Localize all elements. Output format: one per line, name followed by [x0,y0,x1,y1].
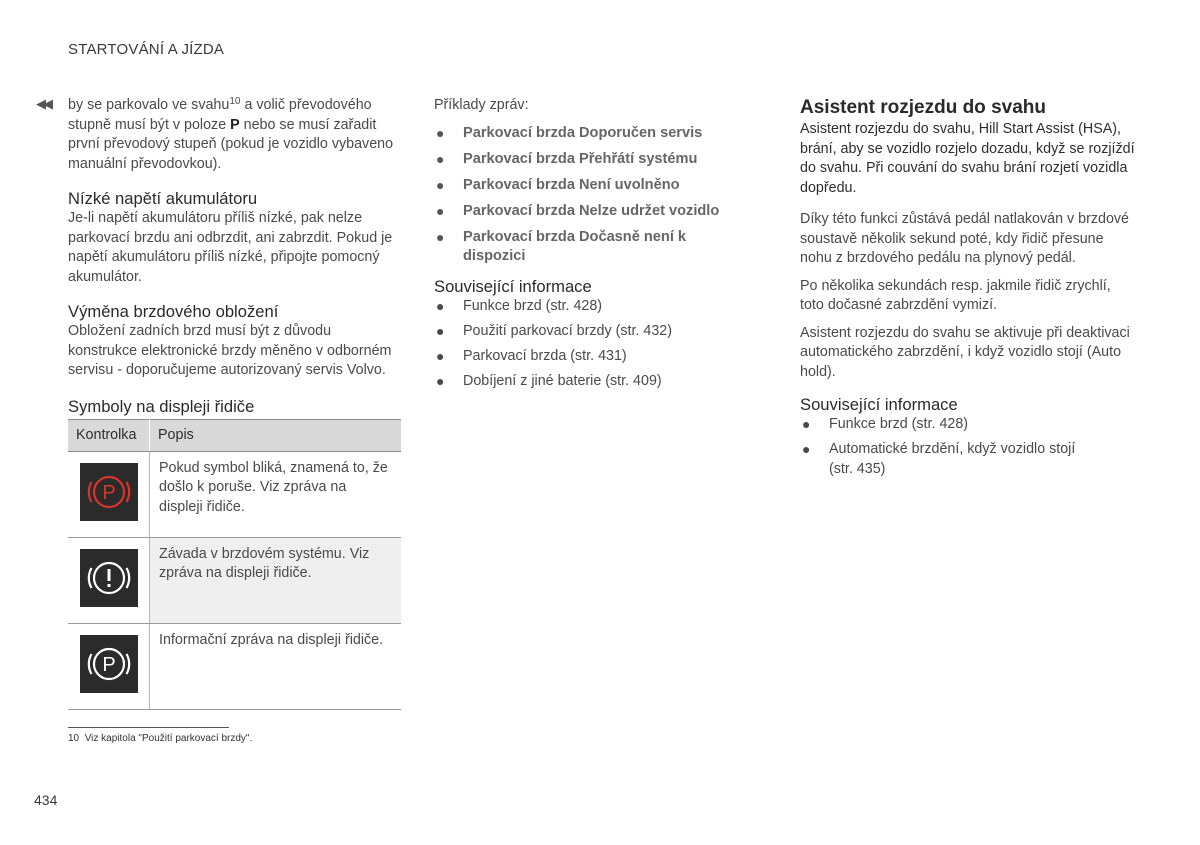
bullet-icon: ● [436,322,445,339]
description-cell: Informační zpráva na displeji řidiče. [150,623,402,709]
message-list [434,124,754,267]
related-link[interactable] [800,440,1099,479]
list-item [434,124,754,144]
footnote-text: Viz kapitola "Použití parkovací brzdy". [84,733,253,744]
brake-pads-text: Obložení zadních brzd musí být z důvodu konstrukce elektronické brzdy měněno v odborném servisu - doporučujeme autorizovaný servis Volvo. [68,323,392,378]
intro-paragraph [68,96,398,174]
related-link[interactable] [434,347,754,367]
low-voltage-heading: Nízké napětí akumulátoru [68,189,258,208]
symbols-table [68,419,401,710]
column-middle [434,96,754,397]
indicator-cell [68,451,150,537]
bullet-icon: ● [436,150,445,167]
related-link[interactable] [434,372,754,392]
svg-text:P: P [102,653,116,676]
bullet-icon: ● [436,372,445,389]
related-list [800,415,1135,479]
related-list [434,297,754,392]
related-link[interactable] [434,322,754,342]
related-heading: Související informace [434,276,592,296]
bullet-icon: ● [436,176,445,193]
description-cell: Závada v brzdovém systému. Viz zpráva na displeji řidiče. [150,537,402,623]
list-item [434,176,754,196]
bullet-icon: ● [802,441,811,457]
hsa-paragraph: Díky této funkci zůstává pedál natlakován v brzdové soustavě několik sekund poté, kdy řidič přesune nohu z brzdového pedálu na plynový pedál. [800,211,1130,266]
page-number: 434 [34,792,58,808]
bullet-icon: ● [436,202,445,219]
bullet-icon: ● [436,228,445,245]
hsa-heading: Asistent rozjezdu do svahu [800,97,1046,118]
brake-warning-icon [80,549,138,607]
column-right [800,96,1135,485]
col-header-description: Popis [150,419,402,451]
bullet-icon: ● [436,297,445,314]
bullet-icon: ● [436,124,445,141]
hsa-paragraph: Asistent rozjezdu do svahu se aktivuje při deaktivaci automatického zabrzdění, i když vozidlo stojí (Auto hold). [800,324,1130,380]
hsa-paragraph: Po několika sekundách resp. jakmile řidič zrychlí, toto dočasné zabrzdění vymizí. [800,277,1111,313]
message-text: Parkovací brzda Doporučen servis [463,124,703,141]
intro-text-1: by se parkovalo ve svahu [68,97,230,113]
related-link[interactable] [434,297,754,317]
intro-text-3: nebo se musí zařadit první převodový stupeň (pokud je vozidlo vybaveno manuální převodovkou). [68,116,394,172]
related-link-text: Funkce brzd (str. 428) [463,297,603,314]
section-title: STARTOVÁNÍ A JÍZDA [68,41,225,58]
parking-brake-icon [80,635,138,693]
related-link-text: Automatické brzdění, když vozidlo stojí (str. 435) [829,441,1076,477]
description-cell: Pokud symbol bliká, znamená to, že došlo k poruše. Viz zpráva na displeji řidiče. [150,451,402,537]
indicator-cell [68,537,150,623]
examples-label: Příklady zpráv: [434,97,529,113]
message-text: Parkovací brzda Není uvolněno [463,176,680,193]
related-link-text: Dobíjení z jiné baterie (str. 409) [463,372,662,389]
symbols-heading: Symboly na displeji řidiče [68,396,255,416]
footnote [68,733,252,744]
table-row [68,451,401,537]
bullet-icon: ● [436,347,445,364]
related-link-text: Parkovací brzda (str. 431) [463,347,627,364]
svg-text:P: P [102,481,116,504]
bullet-icon: ● [802,416,811,432]
intro-text-2: a volič převodového stupně musí být v poloze [68,97,372,133]
table-header-row [68,419,401,451]
message-text: Parkovací brzda Přehřátí systému [463,150,698,167]
message-text: Parkovací brzda Dočasně není k dispozici [463,228,687,264]
table-row [68,623,401,709]
message-text: Parkovací brzda Nelze udržet vozidlo [463,202,720,219]
parking-brake-red-icon [80,463,138,521]
table-row [68,537,401,623]
list-item [434,228,703,267]
col-header-indicator: Kontrolka [68,419,150,451]
gear-p-label: P [230,116,240,133]
brake-pads-heading: Výměna brzdového obložení [68,302,279,321]
related-heading: Související informace [800,395,958,414]
low-voltage-text: Je-li napětí akumulátoru příliš nízké, pak nelze parkovací brzdu ani odbrzdit, ani zabrzdit. Pokud je napětí akumulátoru příliš nízké, připojte pomocný akumulátor. [68,210,393,285]
continuation-arrow-icon: ◀◀ [36,96,50,111]
related-link[interactable] [800,415,1135,435]
related-link-text: Funkce brzd (str. 428) [829,416,969,432]
footnote-divider [68,727,229,728]
related-link-text: Použití parkovací brzdy (str. 432) [463,322,672,339]
hsa-lead: Asistent rozjezdu do svahu, Hill Start Assist (HSA), brání, aby se vozidlo rozjelo dozadu, když se rozjíždí do svahu. Při couvání do svahu brání rozjetí vozidla dopředu. [800,121,1135,196]
column-left [68,96,401,710]
footnote-ref[interactable]: 10 [229,96,241,107]
list-item [434,150,754,170]
indicator-cell [68,623,150,709]
footnote-number: 10 [68,733,80,744]
list-item [434,202,754,222]
